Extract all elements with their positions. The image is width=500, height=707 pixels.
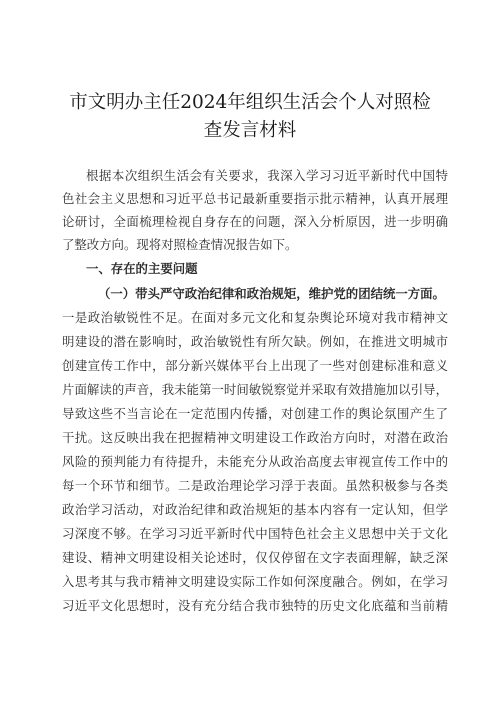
document-title-line-2: 查发言材料 <box>203 120 297 141</box>
body-line: 明建设的潜在影响时，政治敏锐性有所欠缺。例如，在推进文明城市 <box>62 334 448 349</box>
body-line: 创建宣传工作中，部分新兴媒体平台上出现了一些对创建标准和意义 <box>62 358 448 373</box>
subsection-heading: （一）带头严守政治纪律和政治规矩，维护党的团结统一方面。 <box>98 286 445 301</box>
body-line: 每一个环节和细节。二是政治理论学习浮于表面。虽然积极参与各类 <box>62 478 448 493</box>
body-line: 导致这些不当言论在一定范围内传播，对创建工作的舆论氛围产生了 <box>62 406 448 421</box>
body-line: 论研讨，全面梳理检视自身存在的问题，深入分析原因，进一步明确 <box>62 214 448 229</box>
body-line: 片面解读的声音，我未能第一时间敏锐察觉并采取有效措施加以引导， <box>62 382 448 397</box>
document-title-line-1: 市文明办主任2024年组织生活会个人对照检 <box>69 92 431 113</box>
body-line: 干扰。这反映出我在把握精神文明建设工作政治方向时，对潜在政治 <box>62 430 448 445</box>
body-line: 色社会主义思想和习近平总书记最新重要指示批示精神，认真开展理 <box>62 191 448 206</box>
body-line: 一是政治敏锐性不足。在面对多元文化和复杂舆论环境对我市精神文 <box>62 310 448 325</box>
body-line: 政治学习活动，对政治纪律和政治规矩的基本内容有一定认知，但学 <box>62 502 448 517</box>
body-line: 习深度不够。在学习习近平新时代中国特色社会主义思想中关于文化 <box>62 526 448 541</box>
body-line: 入思考其与我市精神文明建设实际工作如何深度融合。例如，在学习 <box>62 574 448 589</box>
section-heading: 一、存在的主要问题 <box>86 261 198 276</box>
body-line: 根据本次组织生活会有关要求，我深入学习习近平新时代中国特 <box>86 168 448 183</box>
body-line: 习近平文化思想时，没有充分结合我市独特的历史文化底蕴和当前精 <box>62 598 448 613</box>
body-line: 了整改方向。现将对照检查情况报告如下。 <box>62 237 298 252</box>
body-line: 建设、精神文明建设相关论述时，仅仅停留在文字表面理解，缺乏深 <box>62 550 448 565</box>
body-line: 风险的预判能力有待提升，未能充分从政治高度去审视宣传工作中的 <box>62 454 448 469</box>
